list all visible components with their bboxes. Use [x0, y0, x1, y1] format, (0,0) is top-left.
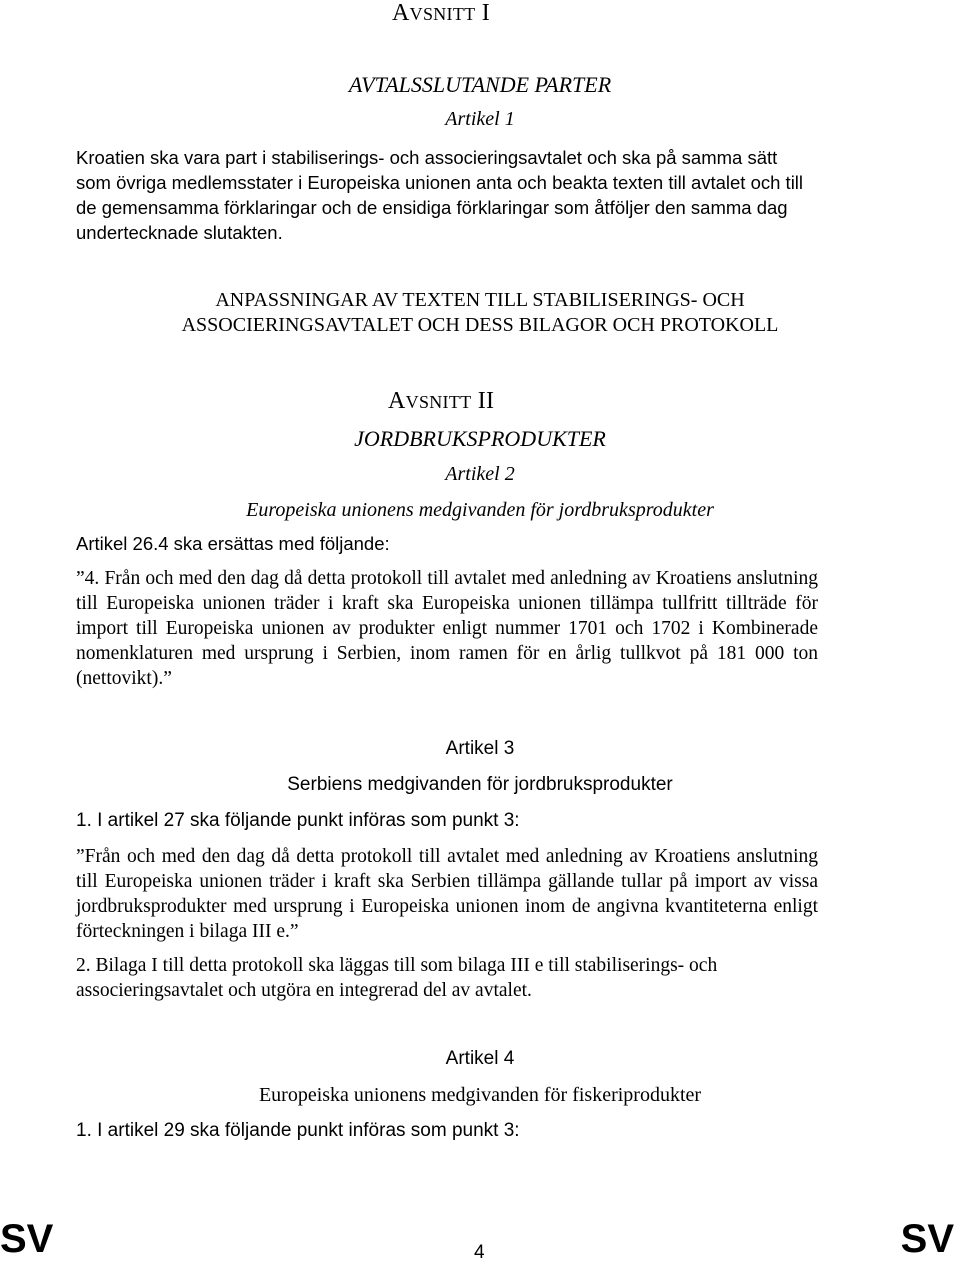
section-title-2: JORDBRUKSPRODUKTER	[354, 426, 606, 451]
article-3-quote: ”Från och med den dag då detta protokoll till avtalet med anledning av Kroatiens anslutning till Europeiska unionen träder i kraft ska Serbien tillämpa gällande tullar på import av vissa jordbruksprodukter med ursprung i Europeiska unionen inom de angivna kvantiteterna enligt förteckningen i bilaga III e.”	[76, 846, 818, 942]
article-3-label: Artikel 3	[445, 738, 515, 759]
article-4-point-1: 1. I artikel 29 ska följande punkt införas som punkt 3:	[76, 1120, 520, 1141]
article-2-subtitle: Europeiska unionens medgivanden för jordbruksprodukter	[246, 499, 714, 521]
article-2-text: ”4. Från och med den dag då detta protokoll till avtalet med anledning av Kroatiens anslutning till Europeiska unionen träder i kraft ska Europeiska unionen tillämpa tullfritt tillträde för import till Europeiska unionen av produkter enligt nummer 1701 och 1702 i Kombinerade nomenklaturen med ursprung i Serbien, inom ramen för en årlig tullkvot på 181 000 ton (nettovikt).”	[76, 568, 818, 689]
article-3-subtitle: Serbiens medgivanden för jordbruksprodukter	[287, 774, 673, 795]
article-1-label: Artikel 1	[445, 108, 515, 130]
page-number: 4	[474, 1242, 485, 1263]
adjustments-heading	[0, 288, 960, 338]
article-3-point-1: 1. I artikel 27 ska följande punkt införas som punkt 3:	[76, 810, 520, 831]
section-title-1: AVTALSSLUTANDE PARTER	[348, 72, 612, 97]
footer-language-left: SV	[0, 1217, 54, 1261]
article-2-intro: Artikel 26.4 ska ersättas med följande:	[76, 533, 390, 554]
article-4-subtitle: Europeiska unionens medgivanden för fiskeriprodukter	[258, 1084, 702, 1106]
article-3-point-2: 2. Bilaga I till detta protokoll ska läggas till som bilaga III e till stabiliserings- och associeringsavtalet och utgöra en integrerad del av avtalet.	[76, 955, 718, 1001]
article-2-label: Artikel 2	[445, 463, 515, 485]
adjustments-heading-line-2: ASSOCIERINGSAVTALET OCH DESS BILAGOR OCH PROTOKOLL	[181, 314, 779, 336]
adjustments-heading-line-1: ANPASSNINGAR AV TEXTEN TILL STABILISERINGS- OCH	[215, 289, 745, 311]
article-4-label: Artikel 4	[445, 1048, 515, 1069]
section-heading-1: AVSNITT I	[392, 0, 491, 26]
footer-language-right: SV	[900, 1217, 954, 1261]
article-1-text: Kroatien ska vara part i stabiliserings- och associeringsavtalet och ska på samma sätt som övriga medlemsstater i Europeiska unionen anta och beakta texten till avtalet och till de gemensamma förklaringar och de ensidiga förklaringar som åtföljer den samma dag undertecknade slutakten.	[76, 147, 804, 243]
section-heading-2: AVSNITT II	[388, 388, 495, 414]
